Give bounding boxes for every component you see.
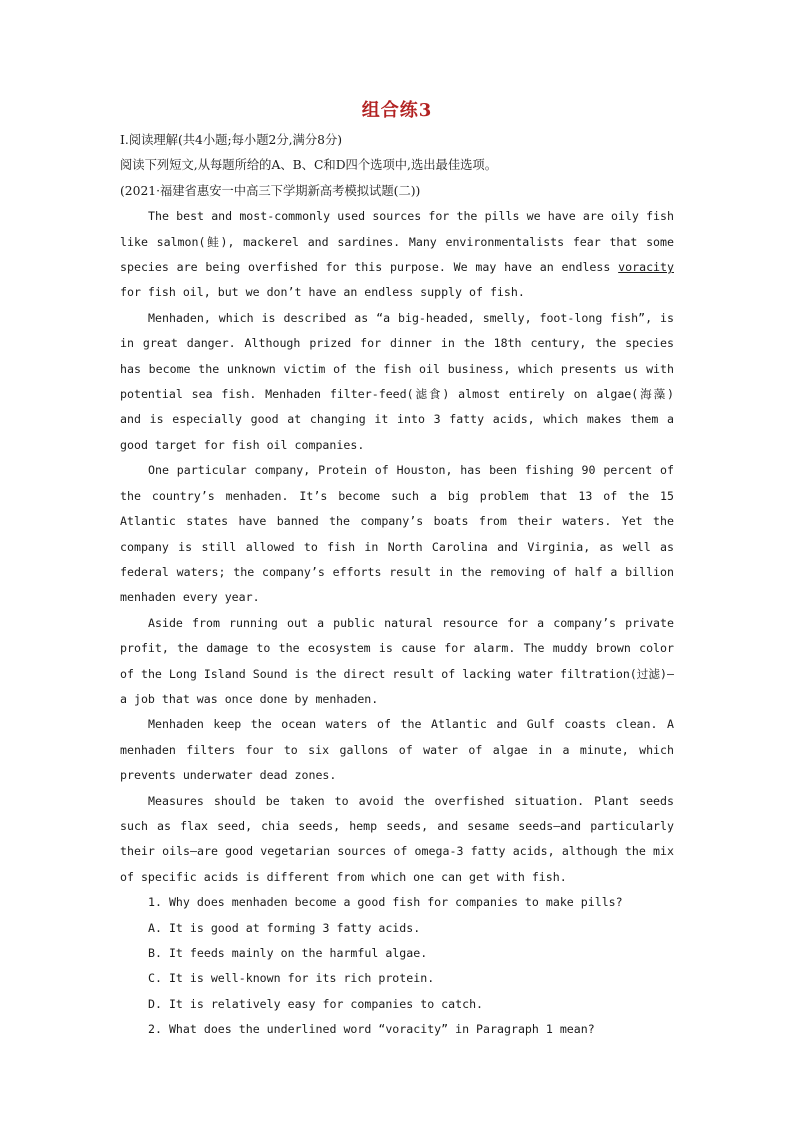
question-1-option-c: C. It is well-known for its rich protein. <box>148 971 435 986</box>
passage-paragraph-4: Aside from running out a public natural resource for a company’s private profit, the damage to the ecosystem is cause for alarm. The muddy brown color of the Long Island Sound is the direct result of lacking water filtration(过滤)— a job that was once done by menhaden. <box>120 615 674 706</box>
section-heading: Ⅰ.阅读理解(共4小题;每小题2分,满分8分) <box>120 133 343 147</box>
source-citation: (2021·福建省惠安一中高三下学期新高考模拟试题(二)) <box>120 183 421 198</box>
passage-paragraph-3: One particular company, Protein of Houston, has been fishing 90 percent of the country’s menhaden. It’s become such a big problem that 13 of the 15 Atlantic states have banned the company’s boats from their waters. Yet the company is still allowed to fish in North Carolina and Virginia, as well as federal waters; the company’s efforts result in the removing of half a billion menhaden every year. <box>120 463 674 605</box>
question-1-option-a: A. It is good at forming 3 fatty acids. <box>148 920 421 935</box>
document-body <box>120 128 674 1043</box>
question-1-stem: 1. Why does menhaden become a good fish for companies to make pills? <box>148 895 623 910</box>
instruction-text: 阅读下列短文,从每题所给的A、B、C和D四个选项中,选出最佳选项。 <box>120 158 498 173</box>
question-1-option-b: B. It feeds mainly on the harmful algae. <box>148 946 428 960</box>
question-1-option-d: D. It is relatively easy for companies to catch. <box>148 996 484 1011</box>
passage-paragraph-6: Measures should be taken to avoid the overfished situation. Plant seeds such as flax seed, chia seeds, hemp seeds, and sesame seeds—and particularly their oils—are good vegetarian sources of omega-3 fatty acids, although the mix of specific acids is different from which one can get with fish. <box>120 793 674 884</box>
question-2-stem: 2. What does the underlined word “voracity” in Paragraph 1 mean? <box>148 1022 595 1037</box>
paragraph-1-text-a: The best and most-commonly used sources for the pills we have are oily fish like salmon(鲑), mackerel and sardines. Many environmentalists fear that some species are being overfished for this purpose. We may have an endless <box>120 209 674 275</box>
passage-paragraph-1 <box>120 204 674 306</box>
passage-paragraph-2: Menhaden, which is described as “a big-headed, smelly, foot-long fish”, is in great danger. Although prized for dinner in the 18th century, the species has become the unknown victim of the fish oil business, which presents us with potential sea fish. Menhaden filter-feed(滤食) almost entirely on algae(海藻) and is especially good at changing it into 3 fatty acids, which makes them a good target for fish oil companies. <box>120 310 674 452</box>
underlined-word: voracity <box>618 260 674 275</box>
page-title: 组合练3 <box>361 100 433 121</box>
passage-paragraph-5: Menhaden keep the ocean waters of the Atlantic and Gulf coasts clean. A menhaden filters four to six gallons of water of algae in a minute, which prevents underwater dead zones. <box>120 717 674 783</box>
paragraph-1-text-b: for fish oil, but we don’t have an endless supply of fish. <box>120 285 525 300</box>
